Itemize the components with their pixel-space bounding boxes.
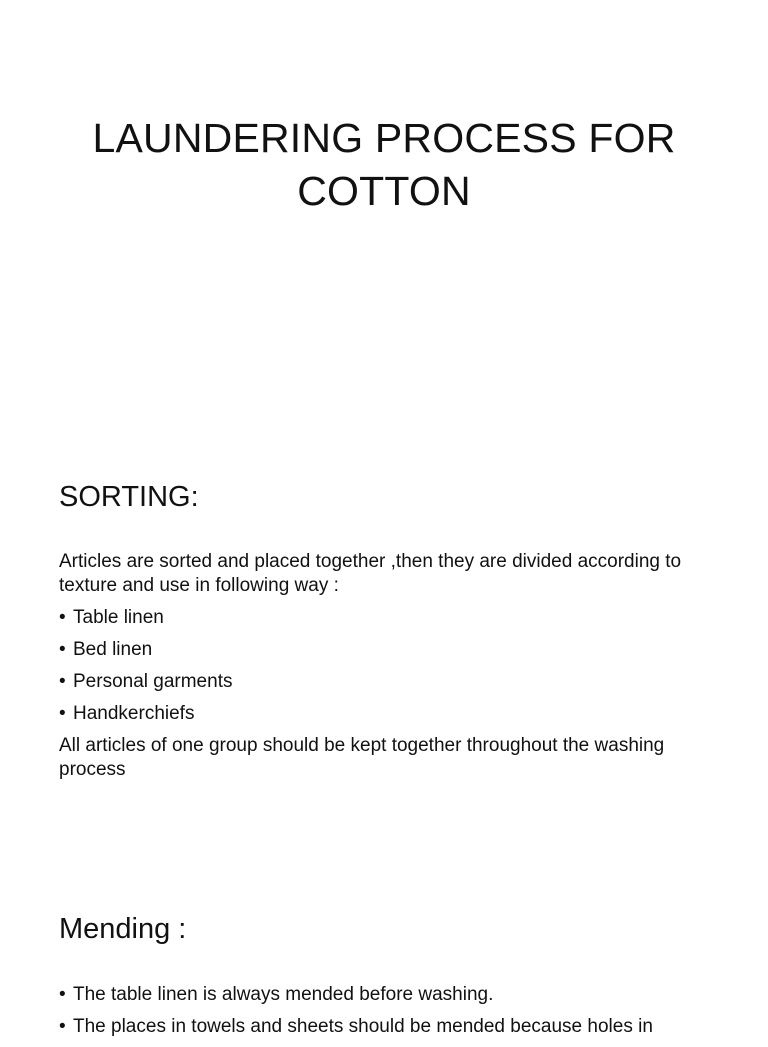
bullet-icon: • xyxy=(59,984,66,1005)
bullet-icon: • xyxy=(59,1016,66,1037)
bullet-text: Bed linen xyxy=(73,639,153,660)
bullet-text: Personal garments xyxy=(73,671,233,692)
sorting-closing: All articles of one group should be kept together throughout the washing process xyxy=(59,735,665,780)
bullet-text: Handkerchiefs xyxy=(73,703,195,724)
bullet-item xyxy=(59,606,719,630)
bullet-icon: • xyxy=(59,607,66,628)
bullet-item xyxy=(59,670,719,694)
bullet-text: The places in towels and sheets should be mended because holes in xyxy=(73,1016,653,1037)
mending-body xyxy=(59,983,759,1047)
bullet-item xyxy=(59,983,759,1007)
bullet-text: The table linen is always mended before washing. xyxy=(73,984,494,1005)
sorting-bullet-list xyxy=(59,606,719,726)
sorting-heading: SORTING: xyxy=(59,481,199,513)
mending-bullet-list xyxy=(59,983,759,1039)
bullet-icon: • xyxy=(59,639,66,660)
mending-heading: Mending : xyxy=(59,913,187,945)
sorting-intro: Articles are sorted and placed together ,then they are divided according to texture and use in following way : xyxy=(59,551,682,596)
bullet-item xyxy=(59,702,719,726)
bullet-icon: • xyxy=(59,671,66,692)
bullet-text: Table linen xyxy=(73,607,164,628)
slide-title: LAUNDERING PROCESS FOR COTTON xyxy=(92,115,676,214)
bullet-icon: • xyxy=(59,703,66,724)
bullet-item xyxy=(59,638,719,662)
sorting-body xyxy=(59,550,719,782)
bullet-item xyxy=(59,1015,759,1039)
